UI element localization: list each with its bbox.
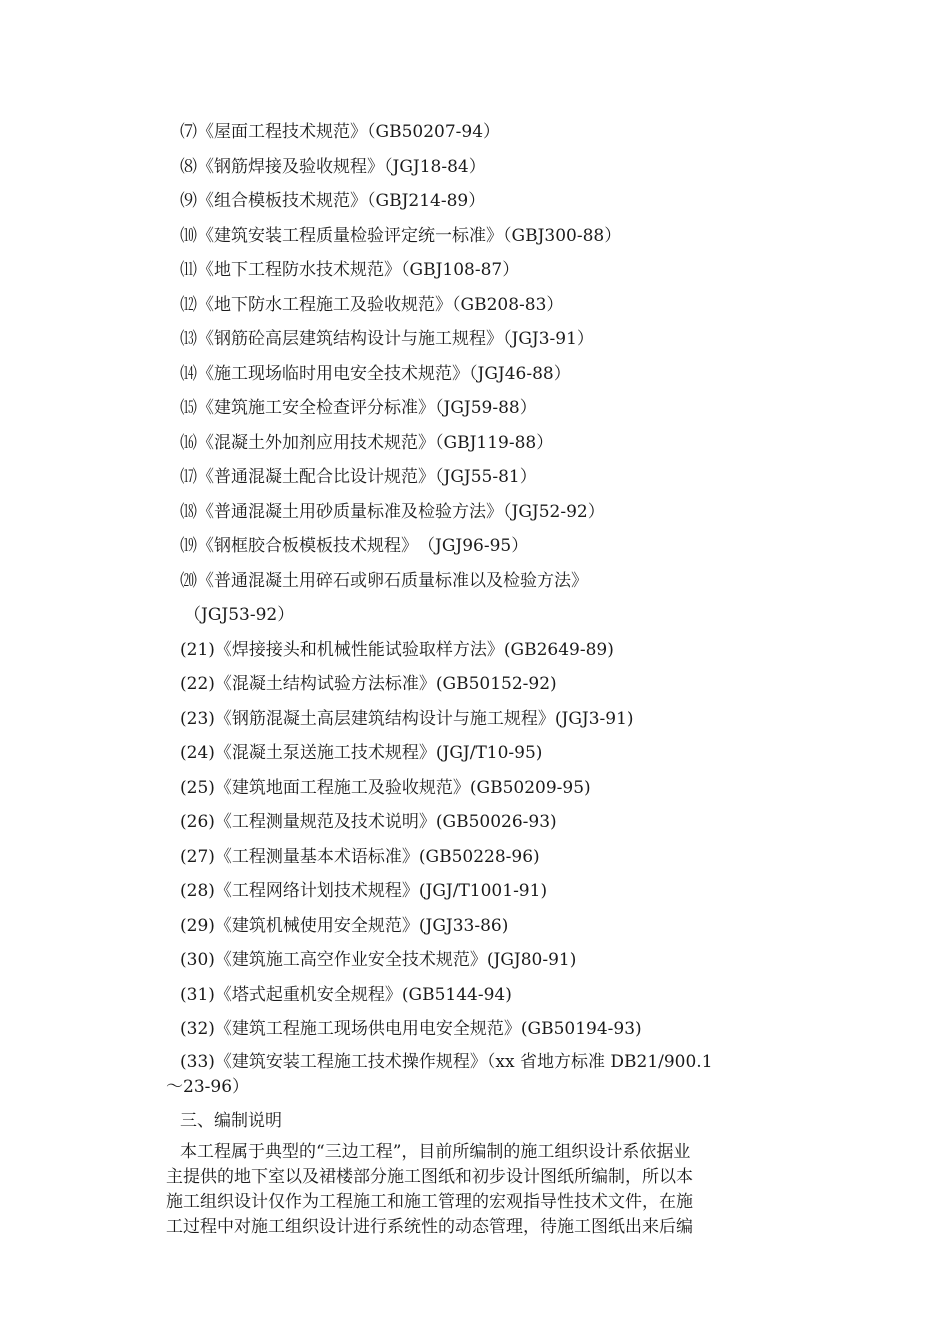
reference-item: (22)《混凝土结构试验方法标准》(GB50152-92) (180, 674, 557, 694)
reference-list (180, 115, 780, 1047)
reference-item: (26)《工程测量规范及技术说明》(GB50026-93) (180, 812, 557, 832)
reference-item: ⑻《钢筋焊接及验收规程》（JGJ18-84） (180, 156, 486, 177)
body-paragraph (166, 1140, 766, 1240)
reference-item: ⒃《混凝土外加剂应用技术规范》（GBJ119-88） (180, 432, 554, 453)
reference-item: ⑿《地下防水工程施工及验收规范》（GB208-83） (180, 294, 564, 315)
reference-item-33 (166, 1050, 766, 1100)
reference-item: ⑾《地下工程防水技术规范》（GBJ108-87） (180, 260, 520, 280)
reference-item: ⑼《组合模板技术规范》（GBJ214-89） (180, 191, 486, 211)
reference-line: ～23-96） (166, 1077, 250, 1097)
reference-item: (25)《建筑地面工程施工及验收规范》(GB50209-95) (180, 777, 591, 798)
paragraph-line: 主提供的地下室以及裙楼部分施工图纸和初步设计图纸所编制，所以本 (166, 1167, 693, 1187)
reference-item: ⒅《普通混凝土用砂质量标准及检验方法》（JGJ52-92） (180, 501, 605, 522)
reference-item: (31)《塔式起重机安全规程》(GB5144-94) (180, 984, 512, 1005)
reference-item: ⒇《普通混凝土用碎石或卵石质量标准以及检验方法》 (180, 570, 588, 591)
section-heading: 三、编制说明 (180, 1111, 282, 1131)
reference-item: (28)《工程网络计划技术规程》(JGJ/T1001-91) (180, 881, 548, 901)
reference-item: ⒆《钢框胶合板模板技术规程》 （JGJ96-95） (180, 536, 529, 556)
paragraph-line: 工过程中对施工组织设计进行系统性的动态管理，待施工图纸出来后编 (166, 1217, 693, 1237)
reference-item: (23)《钢筋混凝土高层建筑结构设计与施工规程》(JGJ3-91) (180, 708, 634, 729)
reference-item: ⒀《钢筋砼高层建筑结构设计与施工规程》（JGJ3-91） (180, 329, 594, 349)
reference-item: ⒁《施工现场临时用电安全技术规范》（JGJ46-88） (180, 363, 571, 384)
reference-item: (21)《焊接接头和机械性能试验取样方法》(GB2649-89) (180, 639, 614, 660)
reference-item: ⒄《普通混凝土配合比设计规范》（JGJ55-81） (180, 467, 537, 487)
reference-item: (24)《混凝土泵送施工技术规程》(JGJ/T10-95) (180, 743, 543, 763)
reference-item-continuation: （JGJ53-92） (184, 605, 295, 625)
reference-item: (29)《建筑机械使用安全规范》(JGJ33-86) (180, 915, 509, 936)
reference-line: (33)《建筑安装工程施工技术操作规程》（xx 省地方标准 DB21/900.1 (180, 1052, 713, 1072)
reference-item: ⑺《屋面工程技术规范》（GB50207-94） (180, 122, 501, 142)
reference-item: (32)《建筑工程施工现场供电用电安全规范》(GB50194-93) (180, 1019, 642, 1039)
reference-item: ⒂《建筑施工安全检查评分标准》（JGJ59-88） (180, 398, 537, 418)
paragraph-line: 施工组织设计仅作为工程施工和施工管理的宏观指导性技术文件，在施 (166, 1192, 693, 1212)
reference-item: ⑽《建筑安装工程质量检验评定统一标准》（GBJ300-88） (180, 225, 622, 246)
reference-item: (30)《建筑施工高空作业安全技术规范》(JGJ80-91) (180, 950, 577, 970)
reference-item: (27)《工程测量基本术语标准》(GB50228-96) (180, 846, 540, 867)
paragraph-line: 本工程属于典型的“三边工程”，目前所编制的施工组织设计系依据业 (180, 1142, 691, 1162)
